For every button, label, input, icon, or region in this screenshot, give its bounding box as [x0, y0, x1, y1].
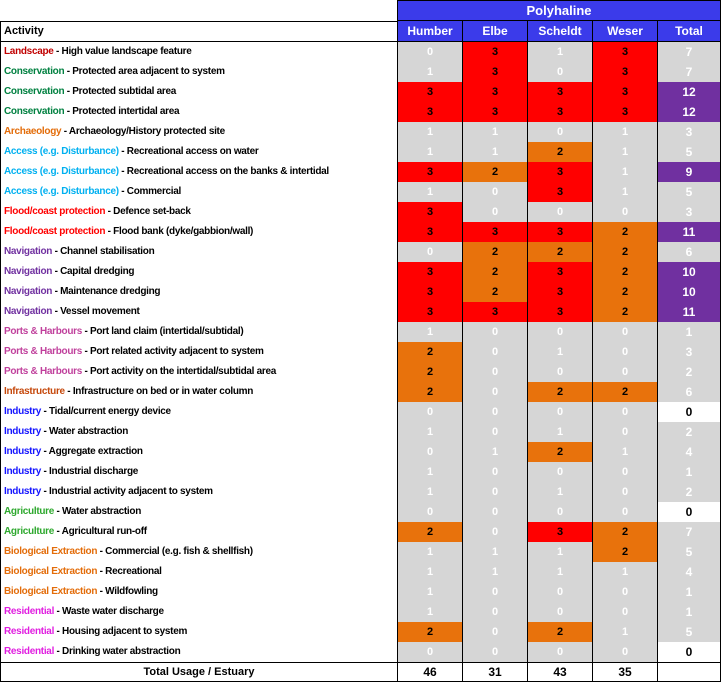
- value-cell-scheldt-row21: 2: [527, 442, 592, 462]
- activity-description: - Drinking water abstraction: [54, 646, 181, 657]
- activity-label: [0, 182, 397, 202]
- activity-label: [0, 102, 397, 122]
- value-cell-elbe-row7: 2: [462, 162, 527, 182]
- footer-total-humber: 46: [397, 662, 462, 682]
- activity-label: [0, 222, 397, 242]
- value-cell-humber-row9: 3: [397, 202, 462, 222]
- value-cell-scheldt-row5: 0: [527, 122, 592, 142]
- activity-description: - Defence set-back: [105, 206, 191, 217]
- category-name: Navigation: [4, 246, 53, 257]
- row-total-cell-row7: 9: [657, 162, 721, 182]
- activity-description: - Protected area adjacent to system: [64, 66, 225, 77]
- category-name: Archaeology: [4, 126, 62, 137]
- value-cell-weser-row17: 0: [592, 362, 657, 382]
- row-total-cell-row8: 5: [657, 182, 721, 202]
- value-cell-scheldt-row13: 3: [527, 282, 592, 302]
- column-header-humber: Humber: [397, 21, 462, 42]
- row-total-cell-row14: 11: [657, 302, 721, 322]
- activity-description: - Vessel movement: [52, 306, 140, 317]
- activity-label: [0, 122, 397, 142]
- value-cell-scheldt-row10: 3: [527, 222, 592, 242]
- value-cell-scheldt-row30: 2: [527, 622, 592, 642]
- column-header-elbe: Elbe: [462, 21, 527, 42]
- category-name: Residential: [4, 606, 55, 617]
- category-name: Industry: [4, 466, 42, 477]
- value-cell-weser-row6: 1: [592, 142, 657, 162]
- value-cell-weser-row11: 2: [592, 242, 657, 262]
- value-cell-humber-row6: 1: [397, 142, 462, 162]
- activity-label: [0, 522, 397, 542]
- value-cell-elbe-row21: 1: [462, 442, 527, 462]
- value-cell-scheldt-row31: 0: [527, 642, 592, 662]
- activity-label: [0, 582, 397, 602]
- value-cell-humber-row3: 3: [397, 82, 462, 102]
- column-header-weser: Weser: [592, 21, 657, 42]
- activity-label: [0, 242, 397, 262]
- activity-description: - Infrastructure on bed or in water column: [64, 386, 254, 397]
- activity-description: - Protected subtidal area: [64, 86, 176, 97]
- value-cell-humber-row21: 0: [397, 442, 462, 462]
- value-cell-weser-row16: 0: [592, 342, 657, 362]
- activity-description: - Industrial activity adjacent to system: [41, 486, 213, 497]
- value-cell-humber-row16: 2: [397, 342, 462, 362]
- value-cell-humber-row2: 1: [397, 62, 462, 82]
- activity-description: - Aggregate extraction: [41, 446, 143, 457]
- value-cell-scheldt-row9: 0: [527, 202, 592, 222]
- activity-description: - Recreational access on water: [118, 146, 259, 157]
- activity-label: [0, 302, 397, 322]
- value-cell-humber-row30: 2: [397, 622, 462, 642]
- value-cell-scheldt-row7: 3: [527, 162, 592, 182]
- value-cell-humber-row11: 0: [397, 242, 462, 262]
- value-cell-scheldt-row27: 1: [527, 562, 592, 582]
- row-total-cell-row5: 3: [657, 122, 721, 142]
- row-total-cell-row30: 5: [657, 622, 721, 642]
- value-cell-elbe-row1: 3: [462, 42, 527, 62]
- value-cell-scheldt-row15: 0: [527, 322, 592, 342]
- value-cell-weser-row27: 1: [592, 562, 657, 582]
- value-cell-elbe-row25: 0: [462, 522, 527, 542]
- value-cell-humber-row14: 3: [397, 302, 462, 322]
- category-name: Access (e.g. Disturbance): [4, 186, 119, 197]
- row-total-cell-row21: 4: [657, 442, 721, 462]
- polyhaline-group-header: Polyhaline: [397, 0, 721, 21]
- category-name: Ports & Harbours: [4, 366, 82, 377]
- value-cell-weser-row1: 3: [592, 42, 657, 62]
- value-cell-humber-row26: 1: [397, 542, 462, 562]
- value-cell-weser-row10: 2: [592, 222, 657, 242]
- activity-description: - Housing adjacent to system: [54, 626, 188, 637]
- row-total-cell-row4: 12: [657, 102, 721, 122]
- value-cell-humber-row13: 3: [397, 282, 462, 302]
- row-total-cell-row3: 12: [657, 82, 721, 102]
- value-cell-weser-row4: 3: [592, 102, 657, 122]
- category-name: Industry: [4, 486, 42, 497]
- activity-description: - Protected intertidal area: [64, 106, 180, 117]
- value-cell-elbe-row30: 0: [462, 622, 527, 642]
- value-cell-elbe-row31: 0: [462, 642, 527, 662]
- activity-label: [0, 162, 397, 182]
- value-cell-elbe-row11: 2: [462, 242, 527, 262]
- activity-label: [0, 282, 397, 302]
- footer-total-scheldt: 43: [527, 662, 592, 682]
- category-name: Conservation: [4, 66, 65, 77]
- row-total-cell-row6: 5: [657, 142, 721, 162]
- activity-description: - Tidal/current energy device: [41, 406, 171, 417]
- row-total-cell-row22: 1: [657, 462, 721, 482]
- value-cell-scheldt-row14: 3: [527, 302, 592, 322]
- value-cell-scheldt-row18: 2: [527, 382, 592, 402]
- value-cell-weser-row2: 3: [592, 62, 657, 82]
- row-total-cell-row20: 2: [657, 422, 721, 442]
- value-cell-weser-row13: 2: [592, 282, 657, 302]
- value-cell-humber-row7: 3: [397, 162, 462, 182]
- value-cell-scheldt-row3: 3: [527, 82, 592, 102]
- value-cell-weser-row25: 2: [592, 522, 657, 542]
- activity-description: - Agricultural run-off: [54, 526, 147, 537]
- value-cell-scheldt-row1: 1: [527, 42, 592, 62]
- category-name: Landscape: [4, 46, 54, 57]
- category-name: Agriculture: [4, 506, 55, 517]
- activity-label: [0, 382, 397, 402]
- value-cell-weser-row29: 0: [592, 602, 657, 622]
- value-cell-weser-row28: 0: [592, 582, 657, 602]
- value-cell-scheldt-row22: 0: [527, 462, 592, 482]
- row-total-cell-row23: 2: [657, 482, 721, 502]
- activity-description: - Channel stabilisation: [52, 246, 155, 257]
- value-cell-humber-row8: 1: [397, 182, 462, 202]
- value-cell-humber-row29: 1: [397, 602, 462, 622]
- activity-label: [0, 642, 397, 662]
- activity-description: - Recreational: [97, 566, 162, 577]
- value-cell-weser-row3: 3: [592, 82, 657, 102]
- value-cell-scheldt-row8: 3: [527, 182, 592, 202]
- value-cell-weser-row9: 0: [592, 202, 657, 222]
- value-cell-humber-row22: 1: [397, 462, 462, 482]
- activity-label: [0, 42, 397, 62]
- value-cell-weser-row19: 0: [592, 402, 657, 422]
- value-cell-weser-row8: 1: [592, 182, 657, 202]
- category-name: Infrastructure: [4, 386, 65, 397]
- value-cell-humber-row1: 0: [397, 42, 462, 62]
- value-cell-weser-row12: 2: [592, 262, 657, 282]
- activity-description: - Archaeology/History protected site: [61, 126, 225, 137]
- activity-description: - Waste water discharge: [54, 606, 164, 617]
- value-cell-weser-row14: 2: [592, 302, 657, 322]
- value-cell-elbe-row16: 0: [462, 342, 527, 362]
- value-cell-humber-row17: 2: [397, 362, 462, 382]
- value-cell-scheldt-row4: 3: [527, 102, 592, 122]
- row-total-cell-row13: 10: [657, 282, 721, 302]
- value-cell-scheldt-row29: 0: [527, 602, 592, 622]
- activity-label: [0, 562, 397, 582]
- value-cell-scheldt-row17: 0: [527, 362, 592, 382]
- activity-description: - Flood bank (dyke/gabbion/wall): [105, 226, 254, 237]
- value-cell-weser-row7: 1: [592, 162, 657, 182]
- row-total-cell-row19: 0: [657, 402, 721, 422]
- value-cell-elbe-row9: 0: [462, 202, 527, 222]
- activity-label: [0, 342, 397, 362]
- activity-column-header: Activity: [0, 21, 397, 42]
- value-cell-weser-row21: 1: [592, 442, 657, 462]
- footer-total-elbe: 31: [462, 662, 527, 682]
- value-cell-weser-row23: 0: [592, 482, 657, 502]
- row-total-cell-row9: 3: [657, 202, 721, 222]
- value-cell-scheldt-row11: 2: [527, 242, 592, 262]
- value-cell-elbe-row14: 3: [462, 302, 527, 322]
- category-name: Industry: [4, 446, 42, 457]
- value-cell-humber-row5: 1: [397, 122, 462, 142]
- value-cell-weser-row30: 1: [592, 622, 657, 642]
- row-total-cell-row29: 1: [657, 602, 721, 622]
- category-name: Biological Extraction: [4, 586, 98, 597]
- value-cell-elbe-row17: 0: [462, 362, 527, 382]
- value-cell-elbe-row23: 0: [462, 482, 527, 502]
- footer-total-weser: 35: [592, 662, 657, 682]
- value-cell-elbe-row20: 0: [462, 422, 527, 442]
- value-cell-scheldt-row26: 1: [527, 542, 592, 562]
- value-cell-humber-row23: 1: [397, 482, 462, 502]
- activity-description: - Port related activity adjacent to system: [82, 346, 264, 357]
- column-header-scheldt: Scheldt: [527, 21, 592, 42]
- activity-label: [0, 622, 397, 642]
- category-name: Navigation: [4, 306, 53, 317]
- row-total-cell-row28: 1: [657, 582, 721, 602]
- value-cell-elbe-row6: 1: [462, 142, 527, 162]
- activity-label: [0, 422, 397, 442]
- activity-label: [0, 442, 397, 462]
- activity-description: - Port land claim (intertidal/subtidal): [82, 326, 244, 337]
- category-name: Access (e.g. Disturbance): [4, 146, 119, 157]
- activity-label: [0, 602, 397, 622]
- value-cell-elbe-row4: 3: [462, 102, 527, 122]
- row-total-cell-row11: 6: [657, 242, 721, 262]
- value-cell-scheldt-row12: 3: [527, 262, 592, 282]
- row-total-cell-row15: 1: [657, 322, 721, 342]
- row-total-cell-row26: 5: [657, 542, 721, 562]
- value-cell-humber-row27: 1: [397, 562, 462, 582]
- value-cell-humber-row25: 2: [397, 522, 462, 542]
- activity-label: [0, 62, 397, 82]
- activity-description: - Wildfowling: [97, 586, 158, 597]
- value-cell-humber-row18: 2: [397, 382, 462, 402]
- category-name: Biological Extraction: [4, 566, 98, 577]
- value-cell-elbe-row19: 0: [462, 402, 527, 422]
- row-total-cell-row16: 3: [657, 342, 721, 362]
- value-cell-elbe-row29: 0: [462, 602, 527, 622]
- value-cell-elbe-row27: 1: [462, 562, 527, 582]
- value-cell-humber-row31: 0: [397, 642, 462, 662]
- value-cell-humber-row12: 3: [397, 262, 462, 282]
- activity-description: - Industrial discharge: [41, 466, 139, 477]
- category-name: Industry: [4, 426, 42, 437]
- category-name: Industry: [4, 406, 42, 417]
- value-cell-elbe-row26: 1: [462, 542, 527, 562]
- value-cell-humber-row4: 3: [397, 102, 462, 122]
- category-name: Flood/coast protection: [4, 226, 106, 237]
- value-cell-scheldt-row2: 0: [527, 62, 592, 82]
- category-name: Ports & Harbours: [4, 326, 82, 337]
- category-name: Access (e.g. Disturbance): [4, 166, 119, 177]
- activity-description: - Water abstraction: [54, 506, 142, 517]
- category-name: Conservation: [4, 106, 65, 117]
- activity-label: [0, 462, 397, 482]
- row-total-cell-row25: 7: [657, 522, 721, 542]
- value-cell-elbe-row8: 0: [462, 182, 527, 202]
- value-cell-humber-row24: 0: [397, 502, 462, 522]
- value-cell-elbe-row28: 0: [462, 582, 527, 602]
- category-name: Flood/coast protection: [4, 206, 106, 217]
- category-name: Navigation: [4, 286, 53, 297]
- row-total-cell-row31: 0: [657, 642, 721, 662]
- category-name: Biological Extraction: [4, 546, 98, 557]
- value-cell-elbe-row24: 0: [462, 502, 527, 522]
- value-cell-scheldt-row19: 0: [527, 402, 592, 422]
- value-cell-elbe-row5: 1: [462, 122, 527, 142]
- value-cell-scheldt-row16: 1: [527, 342, 592, 362]
- category-name: Conservation: [4, 86, 65, 97]
- activity-label: [0, 262, 397, 282]
- activity-description: - Capital dredging: [52, 266, 135, 277]
- value-cell-weser-row26: 2: [592, 542, 657, 562]
- row-total-cell-row24: 0: [657, 502, 721, 522]
- value-cell-weser-row22: 0: [592, 462, 657, 482]
- value-cell-scheldt-row25: 3: [527, 522, 592, 542]
- activity-label: [0, 482, 397, 502]
- category-name: Residential: [4, 626, 55, 637]
- column-header-total: Total: [657, 21, 721, 42]
- value-cell-weser-row18: 2: [592, 382, 657, 402]
- activity-description: - Port activity on the intertidal/subtidal area: [82, 366, 276, 377]
- activity-label: [0, 142, 397, 162]
- value-cell-scheldt-row24: 0: [527, 502, 592, 522]
- row-total-cell-row12: 10: [657, 262, 721, 282]
- value-cell-elbe-row2: 3: [462, 62, 527, 82]
- activity-label: [0, 502, 397, 522]
- value-cell-elbe-row13: 2: [462, 282, 527, 302]
- value-cell-scheldt-row28: 0: [527, 582, 592, 602]
- top-left-spacer: [0, 0, 397, 21]
- value-cell-elbe-row3: 3: [462, 82, 527, 102]
- value-cell-elbe-row15: 0: [462, 322, 527, 342]
- activity-description: - Recreational access on the banks & intertidal: [118, 166, 329, 177]
- row-total-cell-row17: 2: [657, 362, 721, 382]
- value-cell-scheldt-row23: 1: [527, 482, 592, 502]
- row-total-cell-row27: 4: [657, 562, 721, 582]
- category-name: Navigation: [4, 266, 53, 277]
- activity-label: [0, 322, 397, 342]
- value-cell-elbe-row10: 3: [462, 222, 527, 242]
- value-cell-weser-row20: 0: [592, 422, 657, 442]
- value-cell-weser-row5: 1: [592, 122, 657, 142]
- value-cell-scheldt-row20: 1: [527, 422, 592, 442]
- activity-label: [0, 542, 397, 562]
- category-name: Ports & Harbours: [4, 346, 82, 357]
- value-cell-scheldt-row6: 2: [527, 142, 592, 162]
- activity-description: - Maintenance dredging: [52, 286, 161, 297]
- value-cell-elbe-row12: 2: [462, 262, 527, 282]
- row-total-cell-row10: 11: [657, 222, 721, 242]
- row-total-cell-row18: 6: [657, 382, 721, 402]
- activity-description: - High value landscape feature: [53, 46, 192, 57]
- value-cell-elbe-row18: 0: [462, 382, 527, 402]
- category-name: Residential: [4, 646, 55, 657]
- value-cell-humber-row20: 1: [397, 422, 462, 442]
- value-cell-humber-row19: 0: [397, 402, 462, 422]
- footer-total-empty-cell: [657, 662, 721, 682]
- value-cell-humber-row15: 1: [397, 322, 462, 342]
- activity-label: [0, 362, 397, 382]
- activity-description: - Water abstraction: [41, 426, 129, 437]
- row-total-cell-row1: 7: [657, 42, 721, 62]
- row-total-cell-row2: 7: [657, 62, 721, 82]
- value-cell-weser-row31: 0: [592, 642, 657, 662]
- activity-label: [0, 82, 397, 102]
- value-cell-humber-row10: 3: [397, 222, 462, 242]
- value-cell-weser-row24: 0: [592, 502, 657, 522]
- footer-total-usage-label: Total Usage / Estuary: [0, 662, 397, 682]
- activity-description: - Commercial: [118, 186, 182, 197]
- value-cell-humber-row28: 1: [397, 582, 462, 602]
- value-cell-weser-row15: 0: [592, 322, 657, 342]
- category-name: Agriculture: [4, 526, 55, 537]
- activity-description: - Commercial (e.g. fish & shellfish): [97, 546, 253, 557]
- activity-label: [0, 202, 397, 222]
- value-cell-elbe-row22: 0: [462, 462, 527, 482]
- activity-label: [0, 402, 397, 422]
